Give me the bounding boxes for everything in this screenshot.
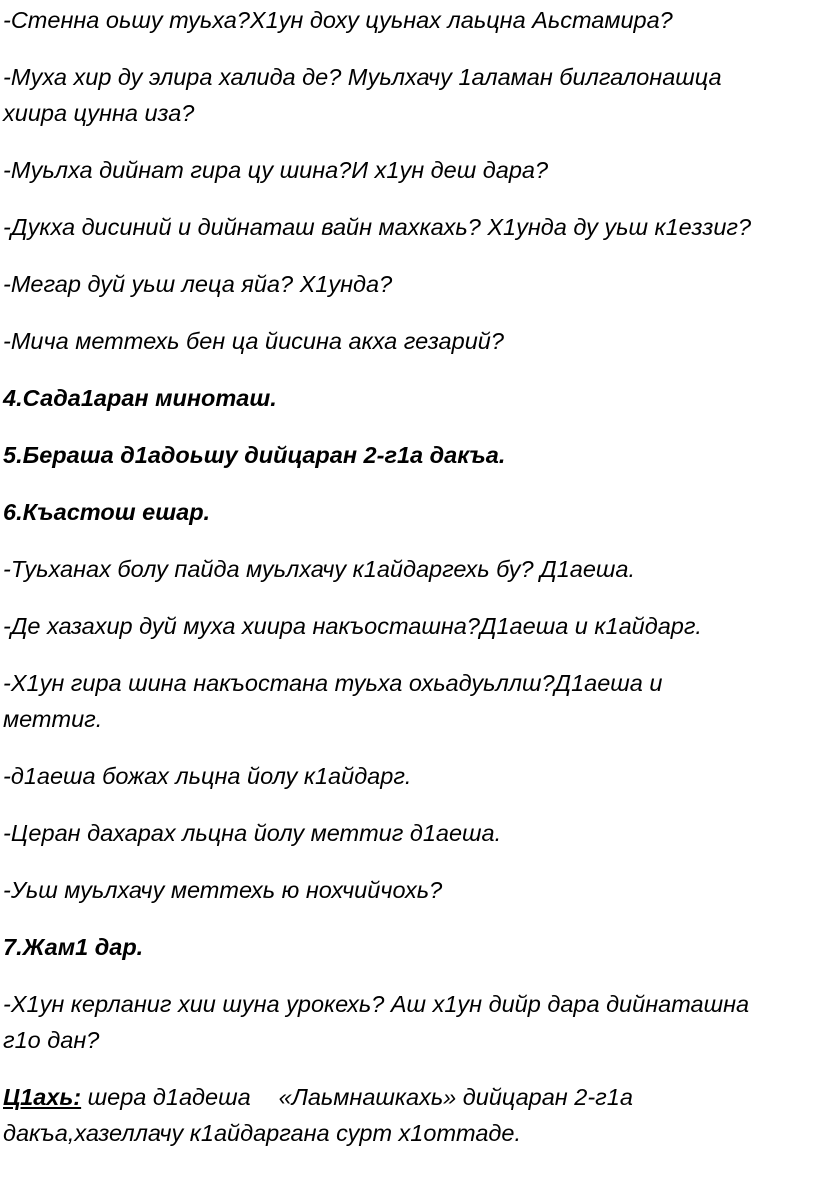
question-line-continuation: г1о дан?	[3, 1027, 100, 1053]
section-heading: 5.Бераша д1адоьшу дийцаран 2-г1а дакъа.	[3, 442, 506, 468]
question-line-continuation: хиира цунна иза?	[3, 100, 195, 126]
question-line: -Де хазахир дуй муха хиира накъосташна?Д1аеша и к1айдарг.	[3, 613, 702, 639]
question-line: -Мегар дуй уьш леца яйа? Х1унда?	[3, 271, 393, 297]
question-line: -Уьш муьлхачу меттехь ю нохчийчохь?	[3, 877, 443, 903]
section-heading: 7.Жам1 дар.	[3, 934, 144, 960]
question-line-continuation: меттиг.	[3, 706, 103, 732]
homework-text: шера д1адеша	[87, 1084, 251, 1110]
homework-line-continuation: дакъа,хазеллачу к1айдаргана сурт х1оттаде.	[3, 1120, 521, 1146]
homework-label: Ц1ахь:	[3, 1084, 82, 1110]
section-heading: 4.Сада1аран миноташ.	[3, 385, 277, 411]
question-line: -д1аеша божах льцна йолу к1айдарг.	[3, 763, 412, 789]
question-line: -Муьлха дийнат гира цу шина?И х1ун деш дара?	[3, 157, 549, 183]
question-line: -Муха хир ду элира халида де? Муьлхачу 1аламан билгалонашца	[3, 64, 722, 90]
question-line: -Туьханах болу пайда муьлхачу к1айдаргехь бу? Д1аеша.	[3, 556, 636, 582]
question-line: -Дукха дисиний и дийнаташ вайн махкахь? Х1унда ду уьш к1еззиг?	[3, 214, 752, 240]
section-heading: 6.Къастош ешар.	[3, 499, 211, 525]
question-line: -Х1ун гира шина накъостана туьха охьадуьллш?Д1аеша и	[3, 670, 663, 696]
question-line: -Мича меттехь бен ца йисина акха гезарий?	[3, 328, 504, 354]
question-line: -Х1ун керланиг хии шуна урокехь? Аш х1ун дийр дара дийнаташна	[3, 991, 750, 1017]
question-line: -Стенна оьшу туьха?Х1ун доху цуьнах лаьцна Аьстамира?	[3, 7, 673, 33]
homework-line	[3, 1079, 815, 1115]
homework-text-story: «Лаьмнашкахь» дийцаран 2-г1а	[278, 1084, 633, 1110]
question-line: -Церан дахарах льцна йолу меттиг д1аеша.	[3, 820, 502, 846]
